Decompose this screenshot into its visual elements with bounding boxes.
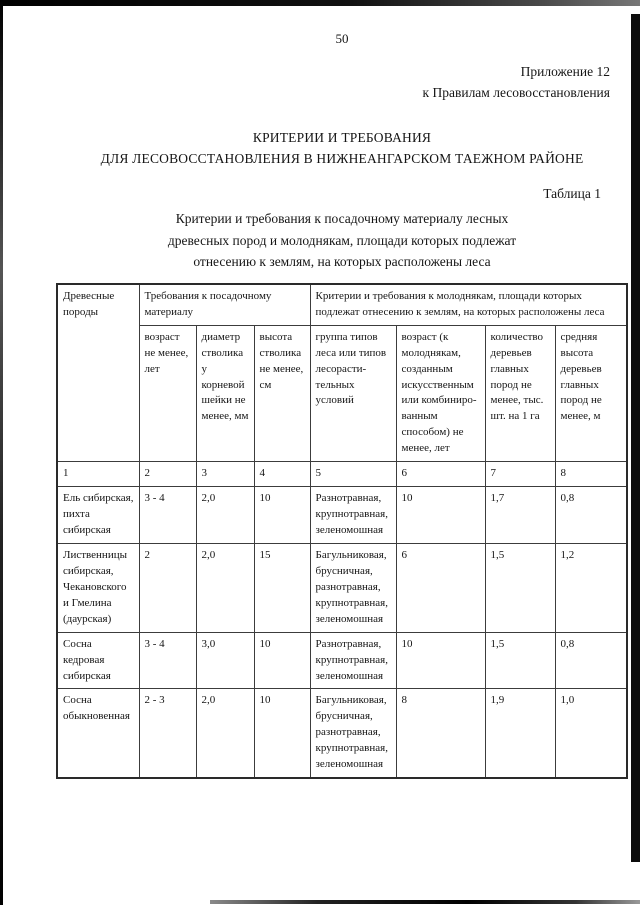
cell-height: 10: [254, 487, 310, 544]
criteria-table: [56, 283, 628, 779]
col-header-tree-count: количество деревьев главных пород не менее, тыс. шт. на 1 га: [485, 325, 555, 462]
cell-forest-types: Разнотравная, крупнотравная, зеленомошная: [310, 487, 396, 544]
cell-tree-count: 1,5: [485, 632, 555, 689]
header-group-row: [57, 284, 627, 325]
cell-species: Ель сибирская, пихта сибирская: [57, 487, 139, 544]
col-header-stem-height: высота стволика не менее, см: [254, 325, 310, 462]
cell-forest-types: Разнотравная, крупнотравная, зеленомошная: [310, 632, 396, 689]
cell-diameter: 2,0: [196, 543, 254, 632]
page-content: [56, 0, 628, 779]
cell-avg-height: 0,8: [555, 487, 627, 544]
annex-line-1: Приложение 12: [520, 64, 610, 79]
column-number: 1: [57, 462, 139, 487]
cell-age: 3 - 4: [139, 632, 196, 689]
cell-avg-height: 1,0: [555, 689, 627, 778]
document-title-line-1: КРИТЕРИИ И ТРЕБОВАНИЯ: [252, 129, 432, 145]
table-row: [57, 632, 627, 689]
table-row: [57, 487, 627, 544]
cell-avg-height: 0,8: [555, 632, 627, 689]
col-group-planting-material: Требования к посадочному материалу: [139, 284, 310, 325]
column-number: 2: [139, 462, 196, 487]
cell-tree-count: 1,9: [485, 689, 555, 778]
document-title-line-2: ДЛЯ ЛЕСОВОССТАНОВЛЕНИЯ В НИЖНЕАНГАРСКОМ ТАЕЖНОМ РАЙОНЕ: [100, 151, 584, 167]
cell-species: Сосна кедровая сибирская: [57, 632, 139, 689]
page-number: 50: [335, 31, 349, 46]
column-number: 8: [555, 462, 627, 487]
cell-species: Лиственницы сибирская, Чекановского и Гмелина (даурская): [57, 543, 139, 632]
document-title: [56, 127, 628, 170]
cell-young-age: 8: [396, 689, 485, 778]
col-group-young-stands: Критерии и требования к молоднякам, площади которых подлежат отнесению к землям, на которых расположены леса: [310, 284, 627, 325]
col-header-stem-diameter: диаметр стволика у корневой шейки не менее, мм: [196, 325, 254, 462]
cell-young-age: 10: [396, 632, 485, 689]
cell-young-age: 10: [396, 487, 485, 544]
col-header-avg-height: средняя высота деревьев главных пород не менее, м: [555, 325, 627, 462]
scan-edge-right: [631, 14, 640, 862]
cell-species: Сосна обыкновенная: [57, 689, 139, 778]
table-row: [57, 689, 627, 778]
cell-young-age: 6: [396, 543, 485, 632]
annex-line-2: к Правилам лесовосстановления: [422, 84, 610, 100]
cell-tree-count: 1,7: [485, 487, 555, 544]
column-number: 3: [196, 462, 254, 487]
table-label: Таблица 1: [543, 186, 601, 202]
cell-tree-count: 1,5: [485, 543, 555, 632]
scan-edge-bottom: [210, 900, 640, 904]
cell-avg-height: 1,2: [555, 543, 627, 632]
cell-age: 3 - 4: [139, 487, 196, 544]
scan-edge-left: [0, 0, 3, 905]
table-caption-line-3: отнесению к землям, на которых расположены леса: [193, 254, 491, 270]
header-sub-row: [57, 325, 627, 462]
cell-height: 10: [254, 689, 310, 778]
cell-age: 2: [139, 543, 196, 632]
col-header-age: возраст не менее, лет: [139, 325, 196, 462]
annex-reference: [56, 62, 610, 104]
table-caption: [56, 208, 628, 273]
column-number: 7: [485, 462, 555, 487]
col-header-young-stand-age: возраст (к молоднякам, созданным искусственным или комбинированным способом) не менее, лет: [396, 325, 485, 462]
cell-height: 10: [254, 632, 310, 689]
cell-forest-types: Багульниковая, брусничная, разнотравная, крупнотравная, зеленомошная: [310, 689, 396, 778]
cell-age: 2 - 3: [139, 689, 196, 778]
cell-diameter: 2,0: [196, 689, 254, 778]
column-number: 4: [254, 462, 310, 487]
cell-height: 15: [254, 543, 310, 632]
cell-diameter: 2,0: [196, 487, 254, 544]
column-number: 5: [310, 462, 396, 487]
col-header-forest-type-group: группа типов леса или типов лесорастительных условий: [310, 325, 396, 462]
cell-diameter: 3,0: [196, 632, 254, 689]
table-row: [57, 543, 627, 632]
col-header-species: Древесные породы: [57, 284, 139, 462]
column-number: 6: [396, 462, 485, 487]
table-caption-line-1: Критерии и требования к посадочному материалу лесных: [175, 211, 509, 227]
numbering-row: [57, 462, 627, 487]
cell-forest-types: Багульниковая, брусничная, разнотравная, крупнотравная, зеленомошная: [310, 543, 396, 632]
table-caption-line-2: древесных пород и молоднякам, площади которых подлежат: [167, 232, 517, 248]
